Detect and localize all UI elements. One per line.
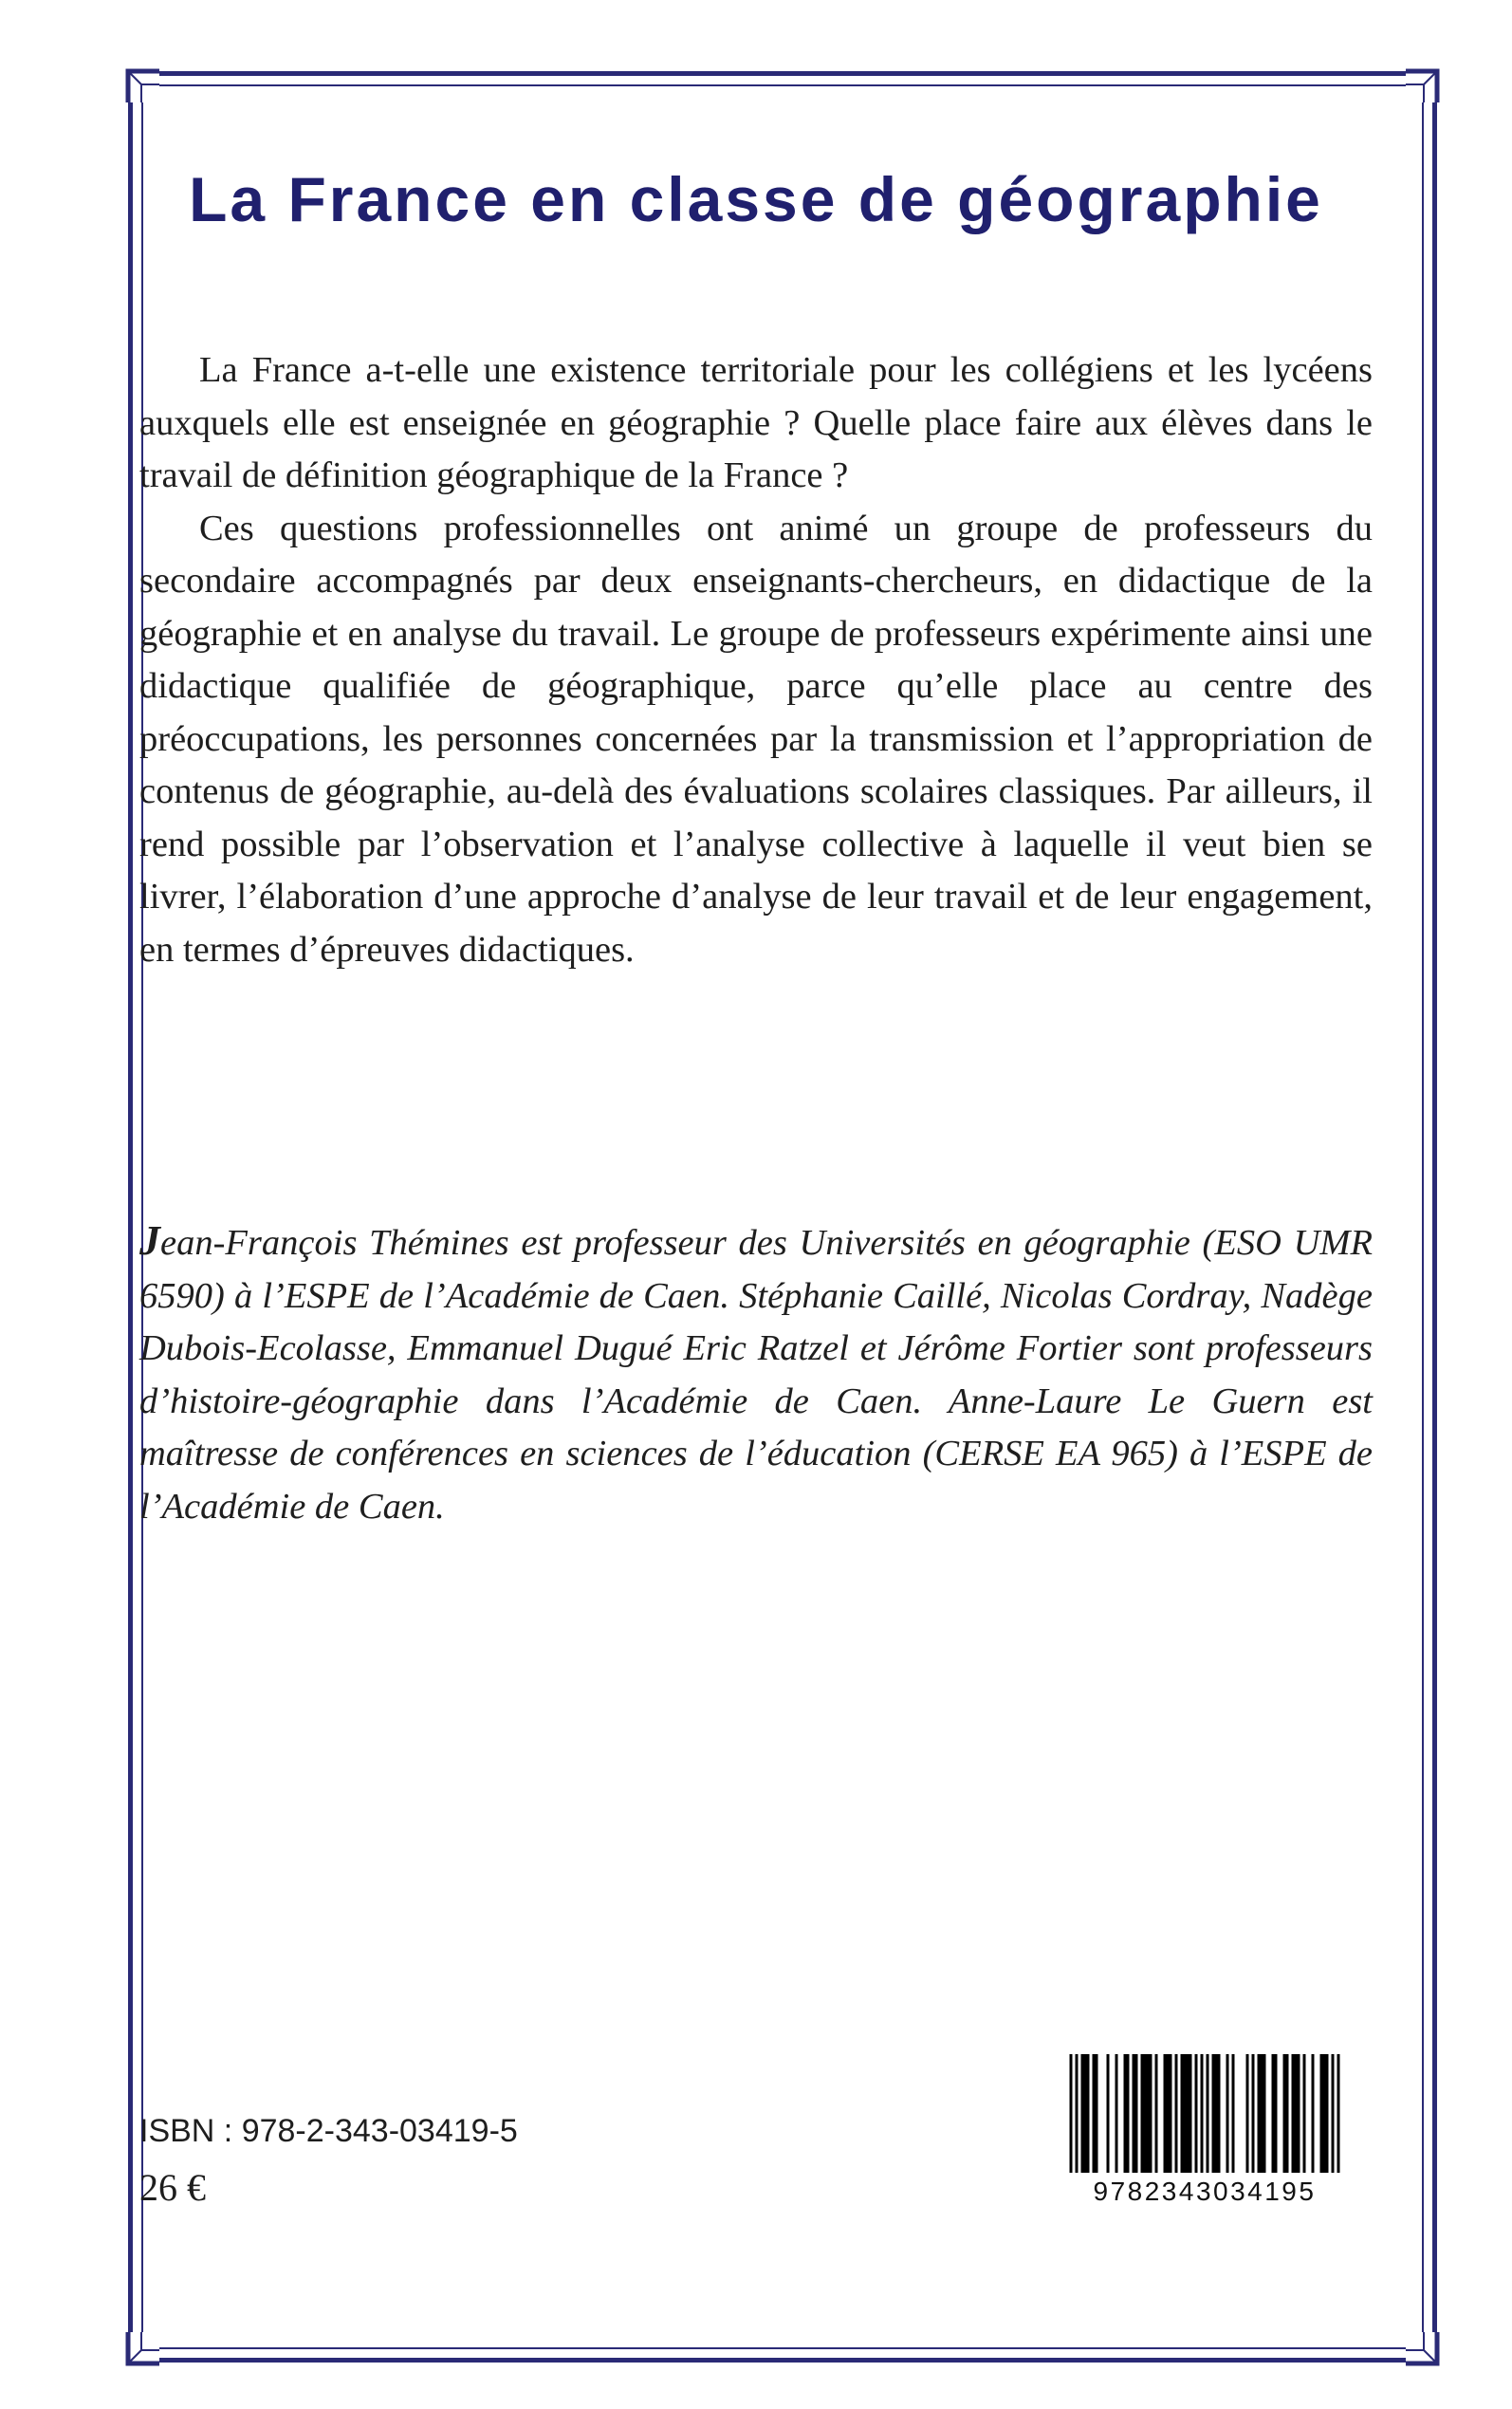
barcode-bar bbox=[1286, 2054, 1289, 2173]
corner-ornament-top-right bbox=[1406, 65, 1444, 102]
barcode-bar bbox=[1124, 2054, 1127, 2173]
barcode-bar bbox=[1084, 2054, 1087, 2173]
barcode-bar bbox=[1295, 2054, 1298, 2173]
barcode-bar bbox=[1076, 2054, 1079, 2173]
barcode-bar bbox=[1187, 2054, 1189, 2173]
barcode-bar bbox=[1207, 2054, 1209, 2173]
barcode-bar bbox=[1298, 2054, 1300, 2173]
barcode-bar bbox=[1135, 2054, 1138, 2173]
bio-initial: J bbox=[139, 1217, 160, 1264]
barcode-bar bbox=[1107, 2054, 1110, 2173]
barcode-bar bbox=[1093, 2054, 1096, 2173]
barcode-bar bbox=[1155, 2054, 1158, 2173]
barcode-bar bbox=[1226, 2054, 1229, 2173]
barcode-bar bbox=[1147, 2054, 1150, 2173]
summary-paragraph-1: La France a-t-elle une existence territoriale pour les collégiens et les lycéens auxquels elle est enseignée en géographie ? Quelle place faire aux élèves dans le travail de définition géographique de la France ? bbox=[139, 350, 1373, 495]
barcode-bar bbox=[1212, 2054, 1215, 2173]
barcode-bar bbox=[1326, 2054, 1329, 2173]
corner-ornament-bottom-right bbox=[1406, 2332, 1444, 2370]
price: 26 € bbox=[139, 2166, 206, 2209]
barcode-bar bbox=[1070, 2054, 1073, 2173]
barcode-bar bbox=[1081, 2054, 1084, 2173]
barcode-bar bbox=[1292, 2054, 1295, 2173]
barcode-bars bbox=[1054, 2054, 1355, 2177]
barcode-bar bbox=[1184, 2054, 1187, 2173]
barcode-bar bbox=[1258, 2054, 1261, 2173]
barcode-bar bbox=[1320, 2054, 1323, 2173]
barcode-digits: 9782343034195 bbox=[1093, 2177, 1317, 2206]
barcode-bar bbox=[1175, 2054, 1178, 2173]
barcode-bar bbox=[1133, 2054, 1135, 2173]
barcode-bar bbox=[1167, 2054, 1170, 2173]
barcode-bar bbox=[1323, 2054, 1326, 2173]
summary-text bbox=[139, 344, 1373, 976]
barcode-bar bbox=[1303, 2054, 1306, 2173]
barcode-bar bbox=[1215, 2054, 1218, 2173]
barcode-bar bbox=[1232, 2054, 1235, 2173]
barcode-bar bbox=[1087, 2054, 1090, 2173]
barcode-bar bbox=[1189, 2054, 1192, 2173]
barcode-bar bbox=[1170, 2054, 1172, 2173]
barcode-bar bbox=[1096, 2054, 1098, 2173]
barcode-bar bbox=[1312, 2054, 1315, 2173]
book-title: La France en classe de géographie bbox=[189, 164, 1323, 234]
isbn: ISBN : 978-2-343-03419-5 bbox=[139, 2113, 518, 2149]
barcode-bar bbox=[1141, 2054, 1144, 2173]
barcode-bar bbox=[1201, 2054, 1204, 2173]
barcode-bar bbox=[1144, 2054, 1147, 2173]
barcode-bar bbox=[1150, 2054, 1152, 2173]
authors-bio bbox=[139, 1214, 1373, 1533]
barcode-bar bbox=[1195, 2054, 1198, 2173]
corner-ornament-bottom-left bbox=[121, 2332, 159, 2370]
barcode-bar bbox=[1283, 2054, 1286, 2173]
barcode-bar bbox=[1332, 2054, 1335, 2173]
barcode-bar bbox=[1246, 2054, 1249, 2173]
bio-text: ean-François Thémines est professeur des Universités en géographie (ESO UMR 6590) à l’ESPE de l’Académie de Caen. Stéphanie Caillé, Nicolas Cordray, Nadège Dubois-Ecolasse, Emmanuel Dugué Eric Ratzel et Jérôme Fortier sont professeurs d’histoire-géographie dans l’Académie de Caen. Anne-Laure Le Guern est maîtresse de conférences en sciences de l’éducation (CERSE EA 965) à l’ESPE de l’Académie de Caen. bbox=[139, 1223, 1373, 1527]
barcode-bar bbox=[1261, 2054, 1263, 2173]
barcode-bar bbox=[1127, 2054, 1130, 2173]
barcode-bar bbox=[1272, 2054, 1275, 2173]
barcode-bar bbox=[1116, 2054, 1118, 2173]
barcode-bar bbox=[1252, 2054, 1255, 2173]
barcode-bar bbox=[1181, 2054, 1184, 2173]
corner-ornament-top-left bbox=[121, 65, 159, 102]
barcode-bar bbox=[1218, 2054, 1221, 2173]
barcode-bar bbox=[1337, 2054, 1340, 2173]
barcode-bar bbox=[1275, 2054, 1278, 2173]
barcode-bar bbox=[1263, 2054, 1266, 2173]
summary-paragraph-2: Ces questions professionnelles ont animé un groupe de professeurs du secondaire accompagnés par deux enseignants-chercheurs, en didactique de la géographie et en analyse du travail. Le groupe de professeurs expérimente ainsi une didactique qualifiée de géographique, parce qu’elle place au centre des préoccupations, les personnes concernées par la transmission et l’appropriation de contenus de géographie, au-delà des évaluations scolaires classiques. Par ailleurs, il rend possible par l’observation et l’analyse collective à laquelle il veut bien se livrer, l’élaboration d’une approche d’analyse de leur travail et de leur engagement, en termes d’épreuves didactiques. bbox=[139, 508, 1373, 970]
barcode-bar bbox=[1164, 2054, 1167, 2173]
